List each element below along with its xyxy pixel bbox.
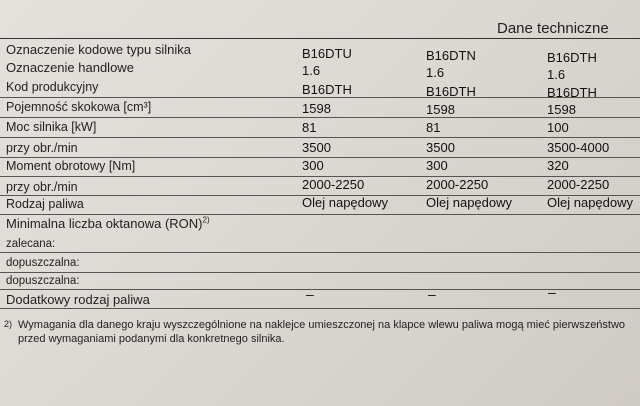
cell-value: 81 xyxy=(302,120,317,135)
cell-value: 81 xyxy=(426,120,441,135)
cell-value: 2000-2250 xyxy=(547,177,610,192)
row-label: Pojemność skokowa [cm³] xyxy=(6,100,152,114)
table-row-production-code xyxy=(0,78,640,98)
cell-value: 320 xyxy=(547,158,569,173)
cell-value: 300 xyxy=(426,158,448,173)
cell-value: 2000-2250 xyxy=(426,177,489,192)
table-row-displacement xyxy=(0,98,640,118)
table-row-torque xyxy=(0,158,640,177)
cell-value: 1598 xyxy=(426,102,455,117)
header-rule xyxy=(0,38,640,39)
cell-value: Olej napędowy xyxy=(547,195,633,210)
cell-value: 100 xyxy=(547,120,569,135)
row-label: przy obr./min xyxy=(6,180,78,194)
row-label: Kod produkcyjny xyxy=(6,80,99,94)
cell-value: Olej napędowy xyxy=(426,195,512,210)
row-label: Oznaczenie kodowe typu silnika xyxy=(6,42,191,57)
cell-value: – xyxy=(428,286,436,302)
row-label: dopuszczalna: xyxy=(6,257,80,269)
cell-value: 3500 xyxy=(302,140,331,155)
cell-value: B16DTH xyxy=(302,82,352,97)
table-row-power xyxy=(0,118,640,138)
table-row-trade-name xyxy=(0,59,640,82)
footnote-ref: 2) xyxy=(202,215,210,225)
table-row-permissible xyxy=(0,253,640,273)
row-label: Rodzaj paliwa xyxy=(6,197,84,211)
page-title: Dane techniczne xyxy=(497,20,609,37)
row-label: Oznaczenie handlowe xyxy=(6,60,134,75)
cell-value: – xyxy=(548,284,556,300)
table-row-power-rpm xyxy=(0,138,640,158)
cell-value: 1.6 xyxy=(426,65,445,80)
footnote-text: Wymagania dla danego kraju wyszczególnione na naklejce umieszczonej na klapce wlewu paliwa mogą mieć pierwszeństwo przed wymaganiami podanymi dla konkretnego silnika. xyxy=(18,319,626,345)
row-label: przy obr./min xyxy=(6,141,78,155)
cell-value: B16DTH xyxy=(547,50,597,65)
footnote xyxy=(4,318,640,346)
cell-value: B16DTH xyxy=(426,84,476,99)
table-row-recommended xyxy=(0,234,640,253)
table-row-fuel-type xyxy=(0,196,640,215)
cell-value: 300 xyxy=(302,158,324,173)
table-row-engine-code xyxy=(0,40,640,65)
cell-value: B16DTU xyxy=(302,46,352,61)
table-row-additional-fuel xyxy=(0,284,640,309)
cell-value: Olej napędowy xyxy=(302,195,388,210)
footnote-marker: 2) xyxy=(4,319,13,329)
table-row-permissible-2 xyxy=(0,273,640,290)
cell-value: – xyxy=(306,286,314,302)
row-label: zalecana: xyxy=(6,238,56,250)
table-row-min-octane xyxy=(0,215,640,233)
cell-value: B16DTN xyxy=(426,48,476,63)
row-label: dopuszczalna: xyxy=(6,275,80,287)
row-label: Moment obrotowy [Nm] xyxy=(6,159,136,173)
cell-value: 2000-2250 xyxy=(302,177,365,192)
cell-value: B16DTH xyxy=(547,85,597,100)
cell-value: 1598 xyxy=(302,101,331,116)
cell-value: 1.6 xyxy=(302,63,321,78)
row-label: Dodatkowy rodzaj paliwa xyxy=(6,292,150,307)
cell-value: 1598 xyxy=(547,102,576,117)
row-label: Minimalna liczba oktanowa (RON)$^{2)}$ xyxy=(6,215,210,231)
cell-value: 3500-4000 xyxy=(547,140,610,155)
table-row-torque-rpm xyxy=(0,177,640,196)
cell-value: 1.6 xyxy=(547,67,566,82)
cell-value: 3500 xyxy=(426,140,455,155)
row-label: Moc silnika [kW] xyxy=(6,120,97,134)
